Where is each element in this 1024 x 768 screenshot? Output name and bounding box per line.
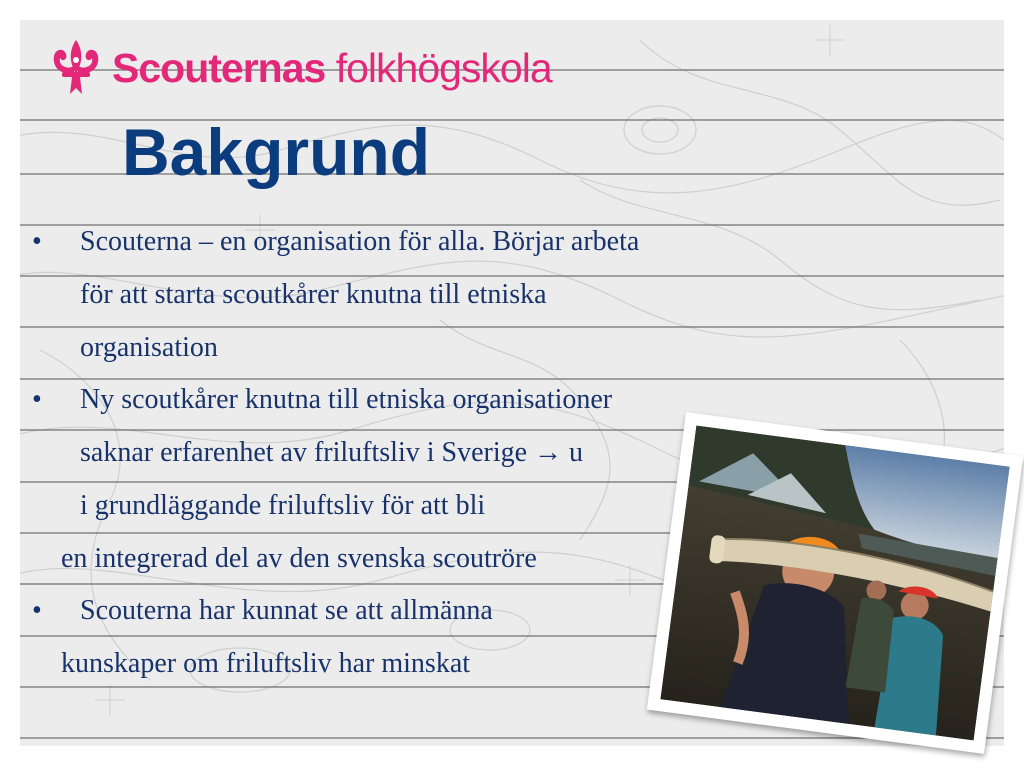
bullet-2-line-2: saknar erfarenhet av friluftsliv i Sverige → u <box>80 437 584 468</box>
bullet-2-line-1: Ny scoutkårer knutna till etniska organisationer <box>80 384 613 415</box>
logo-wordmark-light: folkhögskola <box>335 45 552 91</box>
bullet-2-continuation: en integrerad del av den svenska scoutröre <box>61 543 537 574</box>
bullet-marker: • <box>32 226 42 257</box>
bullet-1-line-1: Scouterna – en organisation för alla. Börjar arbeta <box>80 226 640 257</box>
fleur-de-lis-icon <box>48 38 104 96</box>
logo-wordmark-bold: Scouternas <box>112 45 326 91</box>
photo-polaroid-frame <box>647 412 1023 754</box>
scouternas-folkhogskola-logo <box>48 38 552 98</box>
bullet-3-continuation: kunskaper om friluftsliv har minskat <box>61 648 471 679</box>
bullet-marker: • <box>32 595 42 626</box>
bullet-1-line-2: för att starta scoutkårer knutna till etniska <box>80 279 547 310</box>
bullet-3-line-1: Scouterna har kunnat se att allmänna <box>80 595 493 626</box>
logo-wordmark <box>112 44 552 92</box>
slide-title: Bakgrund <box>122 115 431 189</box>
bullet-2-line-3: i grundläggande friluftsliv för att bli <box>80 490 486 521</box>
bullet-marker: • <box>32 384 42 415</box>
bullet-1-line-3: organisation <box>80 332 218 363</box>
scout-camp-photo <box>660 426 1009 741</box>
